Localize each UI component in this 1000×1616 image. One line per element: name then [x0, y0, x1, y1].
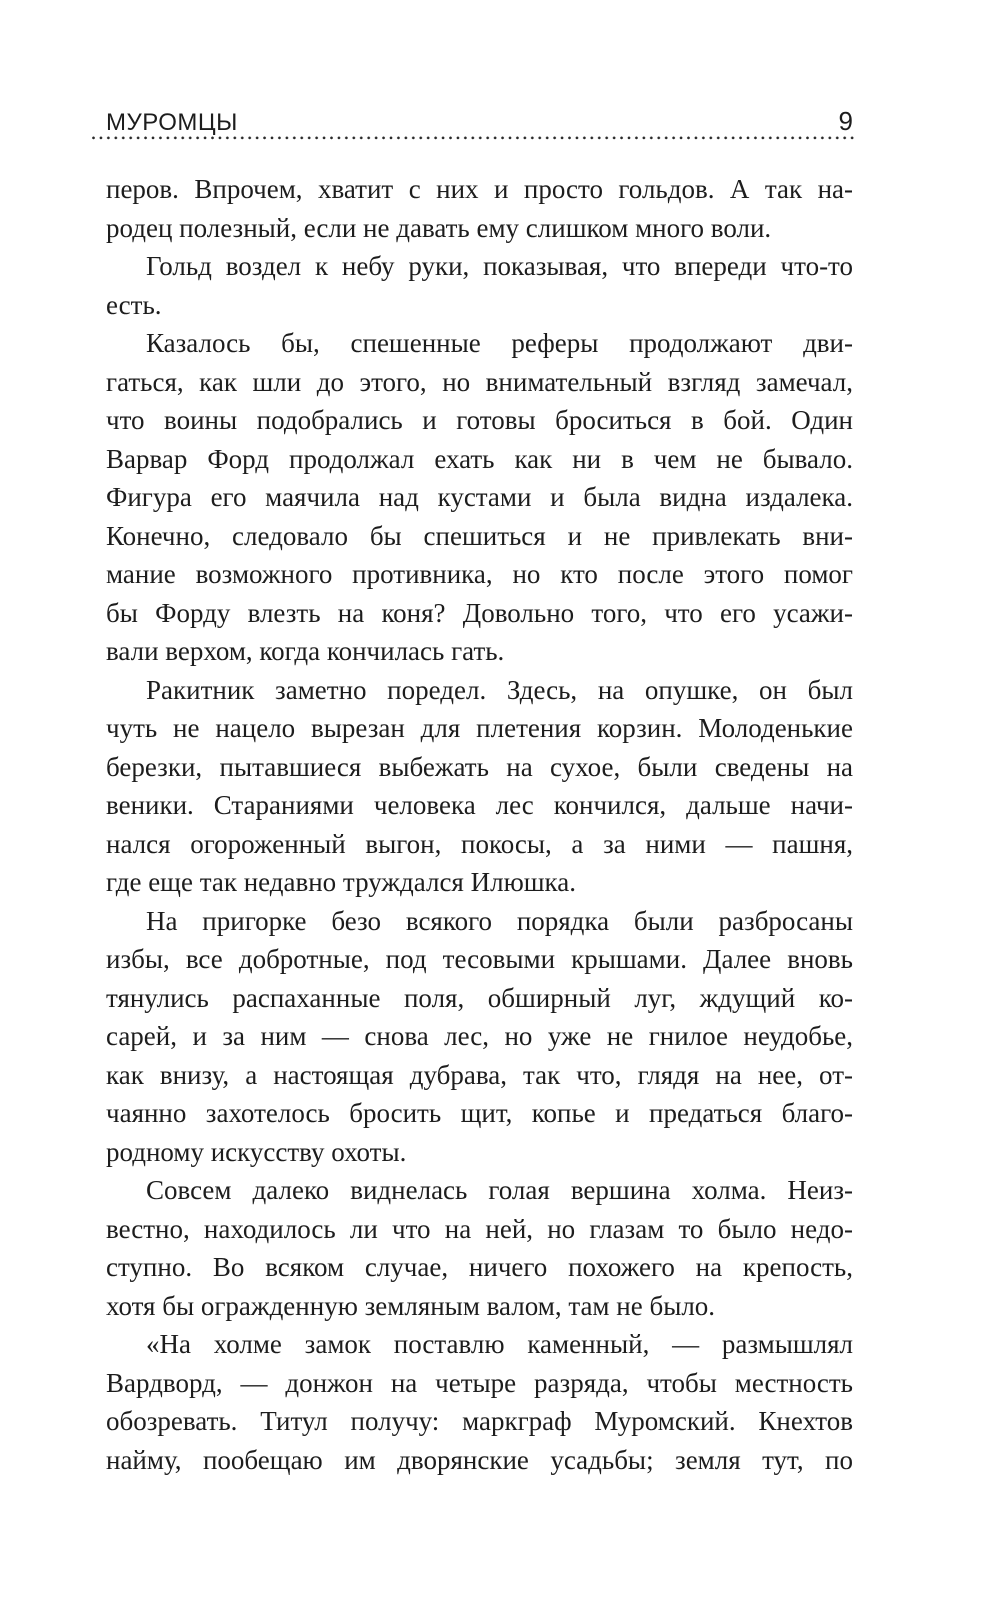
- text-line: вали верхом, когда кончилась гать.: [106, 636, 505, 666]
- text-line: родному искусству охоты.: [106, 1136, 407, 1167]
- header-dotted-rule: [92, 136, 858, 140]
- text-line: Фигура его маячила над кустами и была видна издалека.: [106, 482, 853, 512]
- text-line: Ракитник заметно поредел. Здесь, на опушке, он был: [146, 674, 853, 705]
- text-line: вестно, находилось ли что на ней, но глазам то было недо-: [106, 1213, 853, 1244]
- text-block: [106, 170, 853, 1479]
- text-line: чаянно захотелось бросить щит, копье и предаться благо-: [106, 1098, 853, 1128]
- text-line: Конечно, следовало бы спешиться и не привлекать вни-: [106, 520, 853, 551]
- paragraph: [106, 902, 853, 1172]
- text-line: родец полезный, если не давать ему слишком много воли.: [106, 212, 772, 243]
- text-line: сарей, и за ним — снова лес, но уже не гнилое неудобье,: [106, 1021, 853, 1051]
- text-line: найму, пообещаю им дворянские усадьбы; земля тут, по: [106, 1444, 853, 1475]
- text-line: чуть не нацело вырезан для плетения корзин. Молоденькие: [106, 713, 853, 743]
- text-line: избы, все добротные, под тесовыми крышами. Далее вновь: [106, 944, 853, 974]
- text-line: веники. Стараниями человека лес кончился, дальше начи-: [106, 790, 853, 820]
- text-line: как внизу, а настоящая дубрава, так что, глядя на нее, от-: [106, 1059, 853, 1090]
- text-line: обозревать. Титул получу: маркграф Муромский. Кнехтов: [106, 1406, 853, 1436]
- text-line: березки, пытавшиеся выбежать на сухое, были сведены на: [106, 751, 853, 782]
- text-line: мание возможного противника, но кто после этого помог: [106, 559, 853, 589]
- text-line: нался огороженный выгон, покосы, а за ними — пашня,: [106, 828, 853, 859]
- page-number: 9: [838, 106, 853, 136]
- text-line: бы Форду влезть на коня? Довольно того, что его усажи-: [106, 597, 853, 628]
- text-line: где еще так недавно труждался Илюшка.: [106, 867, 576, 897]
- paragraph: [106, 1171, 853, 1325]
- text-line: Вардворд, — донжон на четыре разряда, чтобы местность: [106, 1367, 853, 1398]
- text-line: На пригорке безо всякого порядка были разбросаны: [146, 905, 853, 936]
- text-line: Варвар Форд продолжал ехать как ни в чем не бывало.: [106, 443, 853, 474]
- text-line: хотя бы огражденную земляным валом, там не было.: [106, 1290, 716, 1321]
- running-title: МУРОМЦЫ: [106, 109, 238, 136]
- paragraph: [106, 247, 853, 324]
- paragraph: [106, 170, 853, 247]
- page-header: [106, 108, 853, 135]
- text-line: есть.: [106, 289, 162, 320]
- text-line: перов. Впрочем, хватит с них и просто гольдов. А так на-: [106, 174, 853, 204]
- text-line: тянулись распаханные поля, обширный луг, ждущий ко-: [106, 982, 853, 1013]
- text-line: ступно. Во всяком случае, ничего похожего на крепость,: [106, 1252, 853, 1282]
- text-line: Казалось бы, спешенные реферы продолжают дви-: [146, 328, 853, 358]
- text-line: «На холме замок поставлю каменный, — размышлял: [146, 1329, 853, 1359]
- paragraph: [106, 324, 853, 671]
- paragraph: [106, 671, 853, 902]
- paragraph: [106, 1325, 853, 1479]
- text-line: Совсем далеко виднелась голая вершина холма. Неиз-: [146, 1175, 853, 1205]
- text-line: что воины подобрались и готовы броситься в бой. Один: [106, 405, 853, 435]
- text-line: гаться, как шли до этого, но внимательный взгляд замечал,: [106, 366, 853, 397]
- text-line: Гольд воздел к небу руки, показывая, что впереди что-то: [146, 251, 853, 281]
